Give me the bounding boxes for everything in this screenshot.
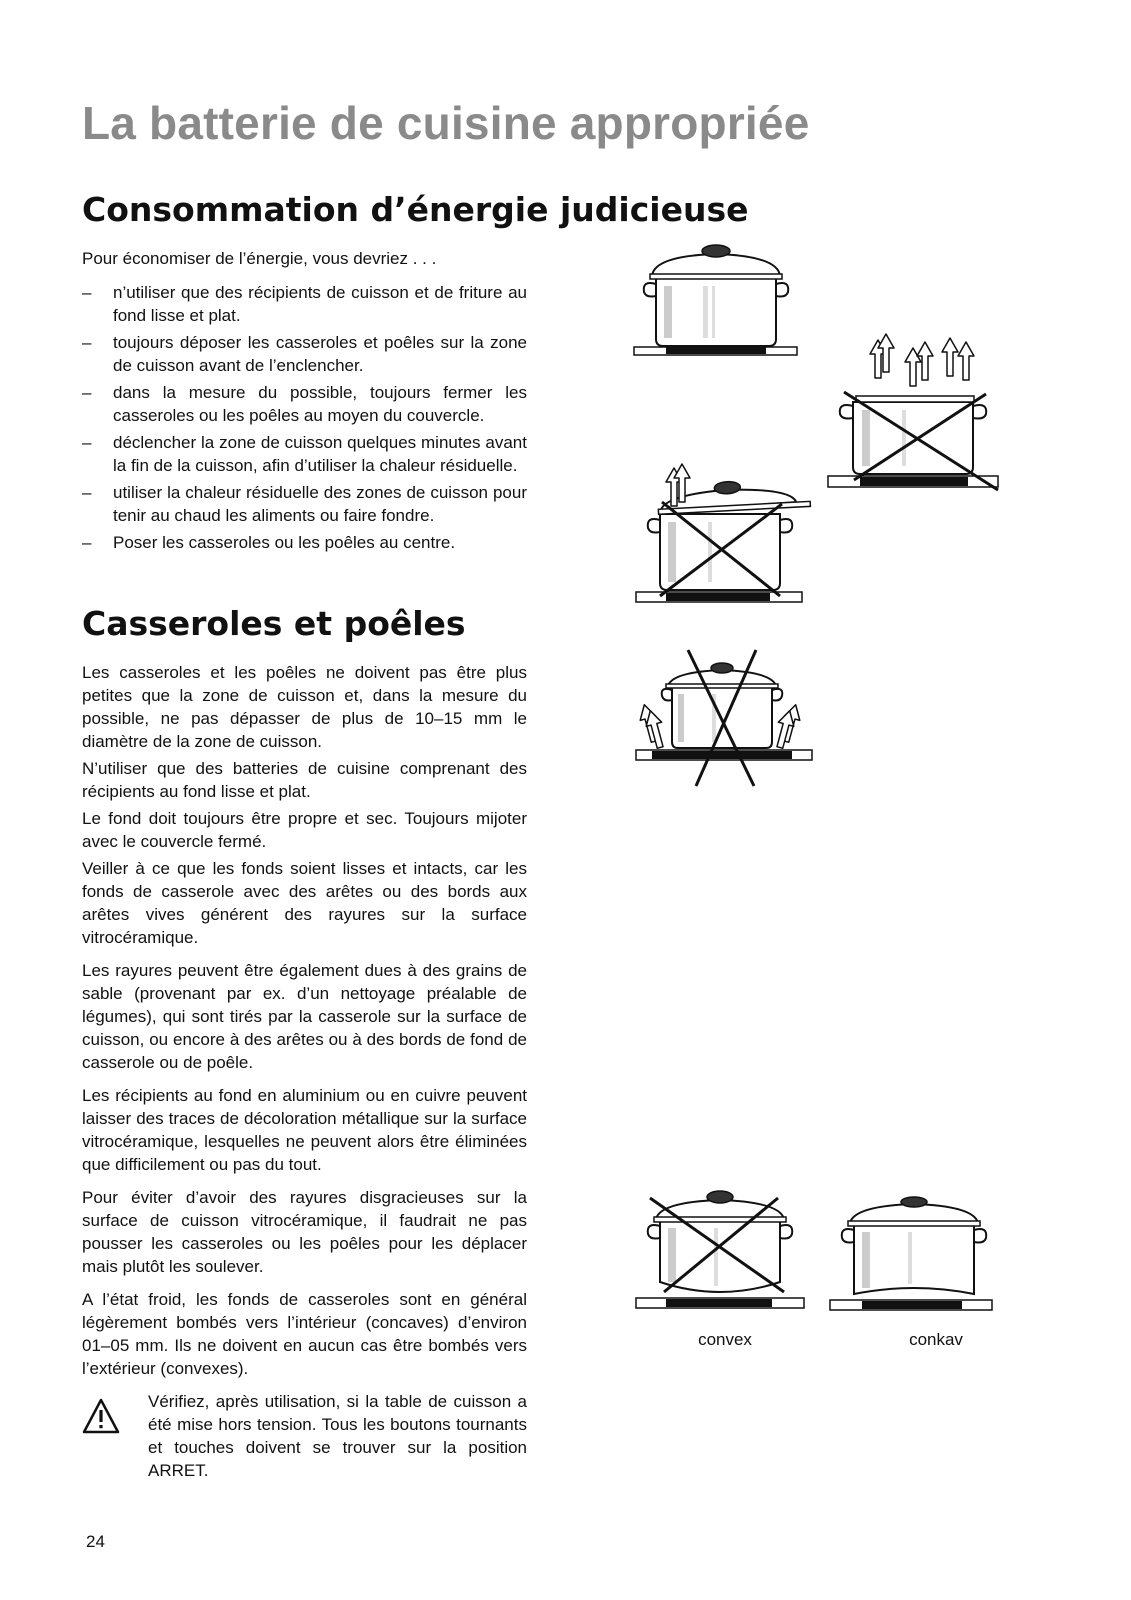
paragraph: Les récipients au fond en aluminium ou en cuivre peuvent laisser des traces de décoloration métallique sur la surface vitrocéramique, lesquelles ne peuvent alors être éliminées que difficilement ou pas du tout.: [82, 1086, 527, 1174]
pans-body: [82, 661, 527, 1384]
caption-concave: conkav: [909, 1330, 963, 1349]
page-title: La batterie de cuisine appropriée: [82, 97, 810, 149]
list-item: – déclencher la zone de cuisson quelques minutes avant la fin de la cuisson, afin d’utiliser la chaleur résiduelle.: [82, 431, 527, 477]
list-item: – n’utiliser que des récipients de cuisson et de friture au fond lisse et plat.: [82, 281, 527, 327]
pot-no-lid-crossed-illustration: [826, 330, 1006, 495]
list-item: – utiliser la chaleur résiduelle des zones de cuisson pour tenir au chaud les aliments ou faire fondre.: [82, 481, 527, 527]
paragraph: Les casseroles et les poêles ne doivent pas être plus petites que la zone de cuisson et, dans la mesure du possible, ne pas dépasser de plus de 10–15 mm le diamètre de la zone de cuisson.: [82, 663, 527, 751]
warning-text: Vérifiez, après utilisation, si la table de cuisson a été mise hors tension. Tous les boutons tournants et touches doivent se trouver sur la position ARRET.: [148, 1392, 527, 1480]
pot-lid-ajar-crossed-illustration: [632, 456, 812, 608]
list-item: – toujours déposer les casseroles et poêles sur la zone de cuisson avant de l’enclencher.: [82, 331, 527, 377]
page-number: 24: [86, 1532, 105, 1551]
pot-concave-illustration: [826, 1196, 998, 1324]
paragraph: Pour éviter d’avoir des rayures disgracieuses sur la surface de cuisson vitrocéramique, il faudrait ne pas pousser les casseroles ou les poêles pour les déplacer mais plutôt les soulever.: [82, 1188, 527, 1276]
warning-note: [82, 1390, 527, 1482]
paragraph: N’utiliser que des batteries de cuisine comprenant des récipients au fond lisse et plat.: [82, 759, 527, 801]
warning-triangle-icon: [82, 1398, 120, 1434]
list-item: – dans la mesure du possible, toujours fermer les casseroles ou les poêles au moyen du couvercle.: [82, 381, 527, 427]
paragraph: A l’état froid, les fonds de casseroles sont en général légèrement bombés vers l’intérieur (concaves) d’environ 01–05 mm. Ils ne doivent en aucun cas être bombés vers l’extérieur (convexes).: [82, 1290, 527, 1378]
energy-intro: Pour économiser de l’énergie, vous devriez . . .: [82, 249, 437, 268]
pot-too-small-crossed-illustration: [632, 646, 817, 791]
section-heading-energy: Consommation d’énergie judicieuse: [82, 190, 749, 229]
section-heading-pans: Casseroles et poêles: [82, 604, 466, 643]
caption-convex: convex: [698, 1330, 752, 1349]
paragraph: Les rayures peuvent être également dues à des grains de sable (provenant par ex. d’un nettoyage préalable de légumes), qui sont tirés par la casserole sur la surface de cuisson, ou encore à des arêtes ou à des bords de fond de casserole ou de poêle.: [82, 961, 527, 1072]
pot-convex-crossed-illustration: [632, 1186, 812, 1326]
list-item: – Poser les casseroles ou les poêles au centre.: [82, 531, 527, 554]
paragraph: Veiller à ce que les fonds soient lisses et intacts, car les fonds de casserole avec des arêtes ou des bords aux arêtes vives générent des rayures sur la surface vitrocéramique.: [82, 859, 527, 947]
pot-correct-illustration: [632, 236, 802, 362]
paragraph: Le fond doit toujours être propre et sec. Toujours mijoter avec le couvercle fermé.: [82, 809, 527, 851]
energy-list: [82, 281, 527, 558]
